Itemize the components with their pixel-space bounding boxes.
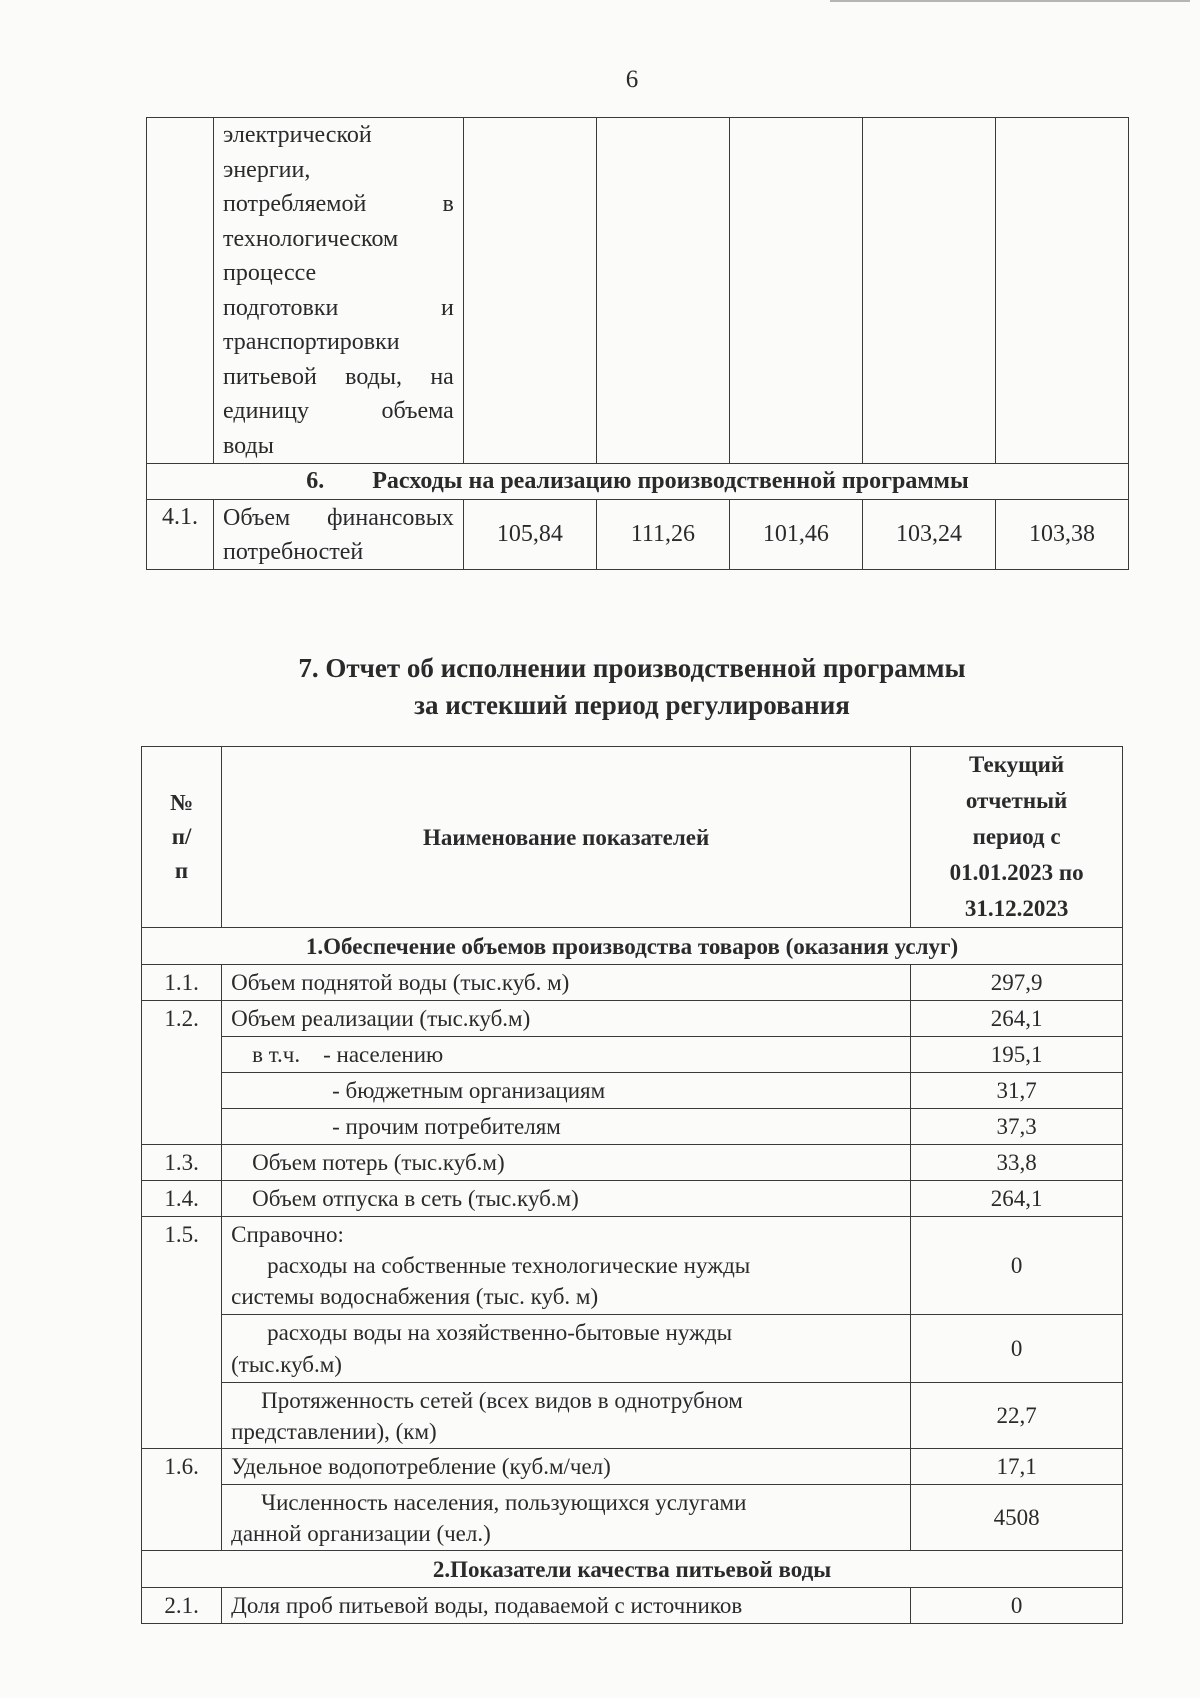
value-cell: 264,1 bbox=[911, 1001, 1123, 1037]
indicator-name-cell bbox=[214, 118, 464, 464]
text-line: электрической bbox=[223, 122, 372, 148]
value-cell bbox=[995, 118, 1128, 464]
table-row bbox=[147, 500, 1129, 570]
indicator-name-cell: Удельное водопотребление (куб.м/чел) bbox=[222, 1449, 911, 1485]
value-cell: 105,84 bbox=[463, 500, 596, 570]
table-row bbox=[142, 1181, 1123, 1217]
row-number-cell: 1.6. bbox=[142, 1449, 222, 1551]
text-line: представлении), (км) bbox=[231, 1418, 437, 1444]
report-table bbox=[141, 746, 1123, 1624]
text-line: энергии, bbox=[223, 156, 311, 183]
indicator-name-cell bbox=[222, 1315, 911, 1383]
text-line: питьевой воды, на bbox=[223, 363, 454, 390]
value-cell: 33,8 bbox=[911, 1145, 1123, 1181]
row-number-cell: 4.1. bbox=[147, 500, 214, 570]
indicator-name-cell: Объем потерь (тыс.куб.м) bbox=[222, 1145, 911, 1181]
indicator-name-cell: - бюджетным организациям bbox=[222, 1073, 911, 1109]
table-row bbox=[142, 1383, 1123, 1449]
indicator-name-cell bbox=[222, 1485, 911, 1551]
table-row bbox=[142, 1449, 1123, 1485]
value-cell: 0 bbox=[911, 1315, 1123, 1383]
row-number-cell: 1.3. bbox=[142, 1145, 222, 1181]
table-row bbox=[142, 1315, 1123, 1383]
table-row bbox=[142, 1145, 1123, 1181]
value-cell: 4508 bbox=[911, 1485, 1123, 1551]
value-cell: 22,7 bbox=[911, 1383, 1123, 1449]
row-number-cell: 1.1. bbox=[142, 965, 222, 1001]
indicator-name-cell: - прочим потребителям bbox=[222, 1109, 911, 1145]
header-number: № п/п bbox=[142, 747, 222, 928]
indicator-name-cell: Объем реализации (тыс.куб.м) bbox=[222, 1001, 911, 1037]
indicator-name-cell: в т.ч. - населению bbox=[222, 1037, 911, 1073]
section-7-title-line1: 7. Отчет об исполнении производственной программы bbox=[298, 653, 966, 683]
value-cell: 37,3 bbox=[911, 1109, 1123, 1145]
text-line: единицу объема bbox=[223, 398, 454, 424]
value-cell: 103,38 bbox=[995, 500, 1128, 570]
value-cell: 103,24 bbox=[862, 500, 995, 570]
table-row bbox=[142, 965, 1123, 1001]
row-number-cell: 1.2. bbox=[142, 1001, 222, 1145]
value-cell: 111,26 bbox=[596, 500, 729, 570]
text-line: Протяженность сетей (всех видов в однотрубном bbox=[261, 1387, 743, 1413]
group-1-heading: 1.Обеспечение объемов производства товаров (оказания услуг) bbox=[142, 928, 1123, 965]
header-period: Текущий отчетный период с 01.01.2023 по 31.12.2023 bbox=[911, 747, 1123, 928]
top-edge-line bbox=[830, 0, 1190, 2]
value-cell bbox=[862, 118, 995, 464]
text-line: системы водоснабжения (тыс. куб. м) bbox=[231, 1284, 599, 1309]
text-line: технологическом bbox=[223, 225, 399, 252]
text-line: транспортировки bbox=[223, 329, 400, 355]
header-indicator-name: Наименование показателей bbox=[222, 747, 911, 928]
row-number-cell: 1.4. bbox=[142, 1181, 222, 1217]
text-line: подготовки и bbox=[223, 294, 454, 321]
value-cell: 31,7 bbox=[911, 1073, 1123, 1109]
value-cell bbox=[463, 118, 596, 464]
table-row bbox=[142, 1037, 1123, 1073]
text-line: расходы воды на хозяйственно-бытовые нужды bbox=[267, 1319, 733, 1345]
section-6-heading: 6. Расходы на реализацию производственной программы bbox=[147, 464, 1129, 500]
table-row bbox=[147, 118, 1129, 464]
page-number: 6 bbox=[625, 66, 639, 93]
text-line: (тыс.куб.м) bbox=[231, 1351, 342, 1377]
table-row bbox=[142, 1485, 1123, 1551]
value-cell: 195,1 bbox=[911, 1037, 1123, 1073]
group-2-heading: 2.Показатели качества питьевой воды bbox=[142, 1551, 1123, 1588]
indicator-name-cell: Объем поднятой воды (тыс.куб. м) bbox=[222, 965, 911, 1001]
program-table-continuation bbox=[146, 117, 1129, 570]
value-cell: 0 bbox=[911, 1588, 1123, 1624]
indicator-name-cell: Объем отпуска в сеть (тыс.куб.м) bbox=[222, 1181, 911, 1217]
section-7-title-line2: за истекший период регулирования bbox=[414, 690, 850, 720]
value-cell bbox=[729, 118, 862, 464]
indicator-name-cell bbox=[222, 1217, 911, 1315]
indicator-name-cell bbox=[222, 1383, 911, 1449]
value-cell: 0 bbox=[911, 1217, 1123, 1315]
table-row bbox=[142, 1073, 1123, 1109]
table-header-row bbox=[142, 747, 1123, 928]
text-line: воды bbox=[223, 432, 274, 459]
table-row bbox=[142, 1109, 1123, 1145]
table-row bbox=[142, 1001, 1123, 1037]
text-line: Численность населения, пользующихся услугами bbox=[261, 1489, 747, 1515]
text-line: данной организации (чел.) bbox=[231, 1520, 491, 1546]
text-line: процессе bbox=[223, 260, 317, 286]
table-row bbox=[142, 1588, 1123, 1624]
value-cell: 297,9 bbox=[911, 965, 1123, 1001]
value-cell: 264,1 bbox=[911, 1181, 1123, 1217]
row-number-cell bbox=[147, 118, 214, 464]
value-cell bbox=[596, 118, 729, 464]
value-cell: 17,1 bbox=[911, 1449, 1123, 1485]
text-line: расходы на собственные технологические нужды bbox=[267, 1253, 751, 1278]
table-section-row bbox=[142, 1551, 1123, 1588]
indicator-name-cell: Объем финансовых потребностей bbox=[214, 500, 464, 570]
indicator-name-cell: Доля проб питьевой воды, подаваемой с источников bbox=[222, 1588, 911, 1624]
value-cell: 101,46 bbox=[729, 500, 862, 570]
table-row bbox=[142, 1217, 1123, 1315]
text-line: потребляемой в bbox=[223, 191, 454, 217]
text-line: Справочно: bbox=[231, 1222, 344, 1247]
table-section-row bbox=[142, 928, 1123, 965]
row-number-cell: 2.1. bbox=[142, 1588, 222, 1624]
table-section-row bbox=[147, 464, 1129, 500]
row-number-cell: 1.5. bbox=[142, 1217, 222, 1449]
